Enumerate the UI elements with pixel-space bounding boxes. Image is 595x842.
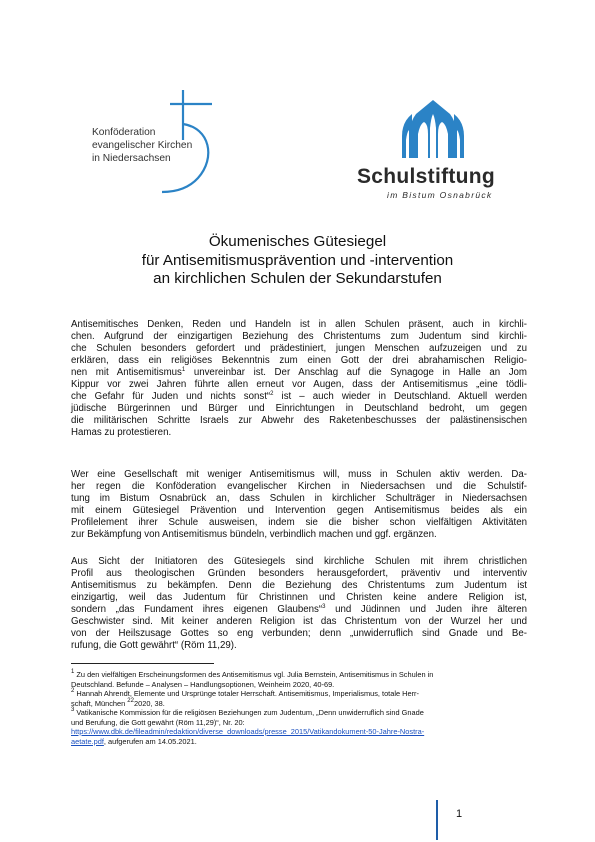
para1-line: che Schulen besonders gefordert und prädestiniert, jungen Menschen aufzuzeigen und zu bbox=[71, 343, 527, 355]
footnote-ref-2: 2 bbox=[270, 391, 274, 398]
para1-text: nen mit Antisemitismus bbox=[71, 367, 182, 379]
footnote-1-text: Zu den vielfältigen Erscheinungsformen des Antisemitismus vgl. Julia Bernstein, Antisemitismus in Schulen in bbox=[74, 670, 434, 679]
para1-text: ist – auch wieder in Deutschland. Aktuell werden bbox=[273, 391, 527, 403]
footnote-3-link[interactable]: https://www.dbk.de/fileadmin/redaktion/diverse_downloads/presse_2015/Vatikandokument-50-Jahre-Nostra- bbox=[71, 727, 425, 736]
para3-line: von der Heilszusage Gottes so eng verbunden; denn „unwiderruflich sind Gnade und Be- bbox=[71, 628, 527, 640]
schulstiftung-subtitle: im Bistum Osnabrück bbox=[387, 190, 493, 200]
para2-line: zur Bekämpfung von Antisemitismus bündeln, verbindlich machen und ggf. ergänzen. bbox=[71, 529, 437, 541]
para3-line: Antisemitismus zu bekämpfen. Denn die Beziehung des Christentums zum Judentum ist bbox=[71, 580, 527, 592]
para1-line: Kippur vor zwei Jahren führte allen erneut vor Augen, dass der Antisemitismus „eine tödli- bbox=[71, 379, 527, 391]
footnote-ref-3: 3 bbox=[322, 604, 326, 611]
para3-line: Geschwister sind. Mit keiner anderen Religion ist das Christentum von der Wurzel her und bbox=[71, 616, 527, 628]
para3-line: einzigartig, weil das Judentum für Christinnen und Christen keine andere Religion ist, bbox=[71, 592, 527, 604]
para3-text: sondern „das Fundament ihres eigenen Glaubens“ bbox=[71, 604, 323, 616]
footnote-1 bbox=[71, 670, 527, 680]
footnote-2-post: 2020, 38. bbox=[133, 698, 165, 708]
logo-left-line-1: Konföderation bbox=[92, 127, 156, 138]
para3-line bbox=[71, 604, 527, 616]
footnote-mark-2: 2 bbox=[71, 688, 75, 694]
paragraph-2 bbox=[71, 469, 527, 541]
footnotes bbox=[71, 670, 527, 746]
schulstiftung-brand: Schulstiftung bbox=[357, 165, 496, 188]
para2-line: mit einem Gütesiegel Prävention und Intervention gegen Antisemitismus beides als ein bbox=[71, 505, 527, 517]
footnote-3-link-line-2 bbox=[71, 737, 527, 747]
footnote-mark-3: 3 bbox=[71, 707, 75, 713]
footnote-3 bbox=[71, 708, 527, 718]
document-title bbox=[0, 233, 595, 289]
para1-line: Hamas zu protestieren. bbox=[71, 427, 172, 439]
para3-line: Profil aus theologischen Gründen besonders herausgefordert, präventiv und interventiv bbox=[71, 568, 527, 580]
para1-line bbox=[71, 367, 527, 379]
footnote-3-cont: und Berufung, die Gott gewährt (Röm 11,29)“, Nr. 20: bbox=[71, 717, 245, 727]
page-number-bar bbox=[436, 800, 438, 840]
footnote-3-end: , aufgerufen am 14.05.2021. bbox=[103, 736, 197, 746]
footnote-divider bbox=[71, 663, 214, 664]
footnote-mark-1: 1 bbox=[71, 669, 75, 675]
footnote-3-text: Vatikanische Kommission für die religiösen Beziehungen zum Judentum, „Denn unwiderruflich sind Gnade bbox=[74, 708, 424, 717]
schulstiftung-logo-icon bbox=[400, 98, 466, 160]
para1-line: die militärischen Schritte Israels zur Abwehr des Raketenbeschusses der palästinensischen bbox=[71, 415, 527, 427]
footnote-3-link-line bbox=[71, 727, 527, 737]
para3-text: und Jüdinnen und Juden ihre älteren bbox=[325, 604, 527, 616]
konfoederation-logo-text bbox=[92, 126, 192, 166]
para2-line: Profilelement ihrer Schule ausweisen, indem sie die bisher schon vielfältigen Aktivitäten bbox=[71, 517, 527, 529]
footnote-2-edition: 22 bbox=[127, 697, 134, 704]
footnote-2-text: Hannah Ahrendt, Elemente und Ursprünge totaler Herrschaft. Antisemitismus, Imperialismus, totale Herr- bbox=[74, 689, 419, 698]
para3-line: Aus Sicht der Initiatoren des Gütesiegels sind kirchliche Schulen mit ihrem christlichen bbox=[71, 556, 527, 567]
title-line-3: an kirchlichen Schulen der Sekundarstufen bbox=[153, 270, 442, 287]
title-line-2: für Antisemitismusprävention und -intervention bbox=[141, 251, 454, 269]
para1-line bbox=[71, 391, 527, 403]
para1-line: chen. Aufgrund der einzigartigen Beziehung des Christentums zum Judentum sind kirchli- bbox=[71, 331, 527, 343]
page-number: 1 bbox=[456, 808, 463, 820]
para1-text: che Gefahr für Juden und nichts sonst“ bbox=[71, 391, 271, 403]
paragraph-3 bbox=[71, 556, 527, 652]
para1-line: Antisemitisches Denken, Reden und Handeln ist in allen Schulen präsent, auch in kirchli- bbox=[71, 319, 527, 330]
title-line-1: Ökumenisches Gütesiegel bbox=[208, 233, 387, 250]
para1-line: erklären, dass ein religiöses Bekenntnis zum einen Gott der drei abrahamischen Religio- bbox=[71, 355, 527, 367]
para2-line: her regen die Konföderation evangelischer Kirchen in Niedersachsen und die Schulstif- bbox=[71, 481, 527, 493]
footnote-2-pre: schaft, München bbox=[71, 698, 128, 708]
footnote-3-link-cont[interactable]: aetate.pdf bbox=[71, 736, 104, 746]
footnote-1-cont: Deutschland. Befunde – Analysen – Handlungsoptionen, Weinheim 2020, 40-69. bbox=[71, 679, 335, 689]
para2-line: Wer eine Gesellschaft mit weniger Antisemitismus will, muss in Schulen aktiv werden. Da- bbox=[71, 469, 527, 480]
footnote-2 bbox=[71, 689, 527, 699]
logo-left-line-3: in Niedersachsen bbox=[92, 153, 171, 165]
logo-left-line-2: evangelischer Kirchen bbox=[92, 140, 193, 152]
para1-text: unvereinbar ist. Der Anschlag auf die Synagoge in Halle an Jom bbox=[185, 367, 527, 379]
paragraph-1 bbox=[71, 319, 527, 439]
para3-line: rufung, die Gott gewährt“ (Röm 11,29). bbox=[71, 640, 237, 652]
footnote-2-cont bbox=[71, 699, 527, 709]
para1-line: jüdische Bürgerinnen und Bürger und Einrichtungen in Deutschland bedroht, um gegen bbox=[71, 403, 527, 415]
footnote-ref-1: 1 bbox=[181, 367, 186, 374]
para2-line: tung im Bistum Osnabrück an, dass Schulen in kirchlicher Schulträger in Niedersachsen bbox=[71, 493, 527, 505]
